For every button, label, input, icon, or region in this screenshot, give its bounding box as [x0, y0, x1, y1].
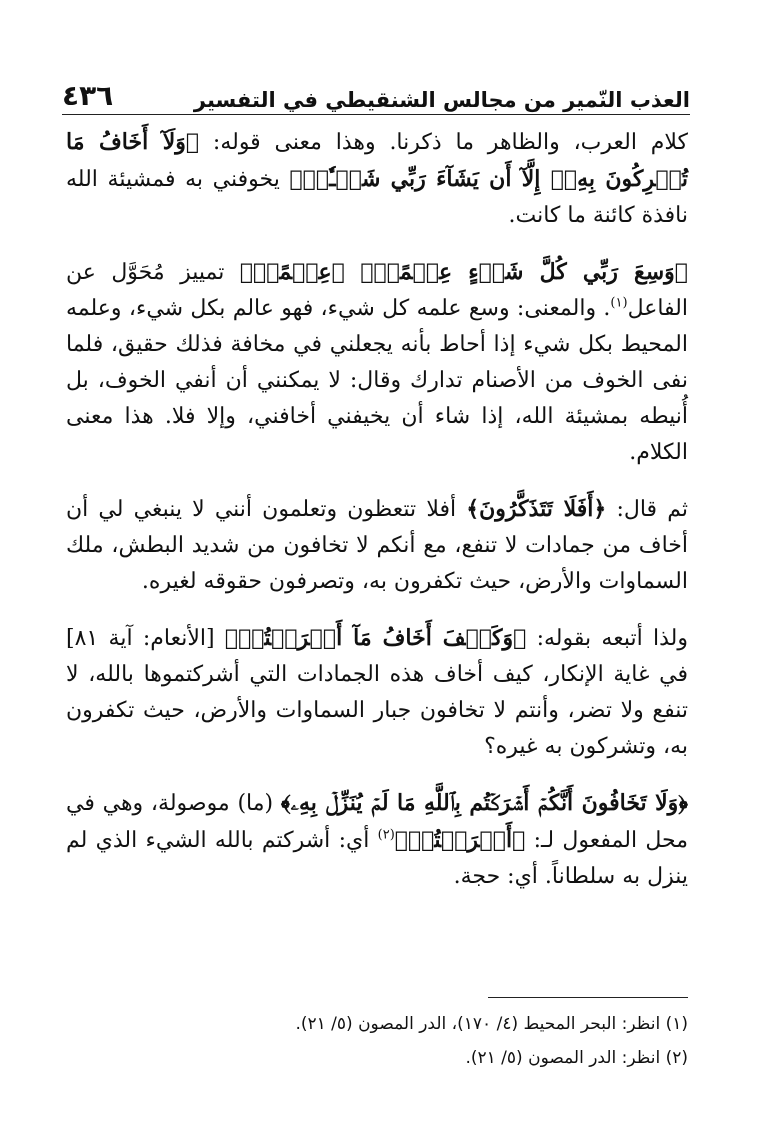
quran-quote: ﴿أَشۡرَكۡتُمۡ﴾	[394, 827, 526, 853]
text-run: يخوفني به فمشيئة الله نافذة كائنة ما كانت.	[66, 167, 688, 228]
text-run: [الأنعام: آية ٨١] في غاية الإنكار، كيف أخاف هذه الجمادات التي أشركتموها بالله، لا تنفع ولا تضر، وأنتم لا تخافون جبار السماوات والأرض، حيث تكفرون به، وتشركون به غيره؟	[66, 626, 688, 759]
paragraph	[66, 124, 688, 234]
text-run: أي: أشركتم بالله الشيء الذي لم ينزل به سلطاناً. أي: حجة.	[66, 828, 688, 889]
running-title: العذب النّمير من مجالس الشنقيطي في التفسير	[193, 88, 690, 112]
quran-quote: ﴿وَلَا تَخَافُونَ أَنَّكُمۡ أَشۡرَكۡتُم بِٱللَّهِ مَا لَمۡ يُنَزِّلۡ بِهِۦ﴾	[280, 790, 688, 816]
quran-quote: ﴿عِلۡمًاۚ﴾	[239, 259, 345, 285]
page-number: ٤٣٦	[62, 79, 114, 112]
quran-quote: ﴿أَفَلَا تَتَذَكَّرُونَ﴾	[466, 496, 607, 522]
text-run: ولذا أتبعه بقوله:	[526, 626, 689, 651]
footnotes	[66, 1010, 688, 1078]
paragraph	[66, 785, 688, 895]
main-text	[66, 124, 688, 909]
footnote-ref: (١)	[610, 295, 628, 311]
text-run: تمييز مُحَوَّل عن الفاعل	[66, 260, 688, 321]
running-header	[62, 72, 690, 112]
text-run: . والمعنى: وسع علمه كل شيء، فهو عالم بكل شيء، وعلمه المحيط بكل شيء إذا أحاط بأنه يجعلني في مخافة فذلك حقيق، فلما نفى الخوف من الأصنام تدارك وقال: لا يمكنني أن أنفي الخوف، بل أُنيطه بمشيئة الله، إذا شاء أن يخيفني أخافني، وإلا فلا. هذا معنى الكلام.	[66, 296, 688, 465]
footnote: (١) انظر: البحر المحيط (٤/ ١٧٠)، الدر المصون (٥/ ٢١).	[295, 1014, 688, 1034]
text-run: ثم قال:	[606, 497, 688, 522]
paragraph	[66, 491, 688, 600]
text-run: (ما) موصولة، وهي في محل المفعول لـ:	[66, 791, 688, 853]
quran-quote: ﴿وَسِعَ رَبِّي كُلَّ شَيۡءٍ عِلۡمًاۚ﴾	[360, 259, 688, 285]
footnote: (٢) انظر: الدر المصون (٥/ ٢١).	[465, 1048, 688, 1068]
footnote-rule	[488, 997, 688, 998]
quran-quote: ﴿وَلَآ أَخَافُ مَا تُشۡرِكُونَ بِهِۦٓ إِلَّآ أَن يَشَآءَ رَبِّي شَيۡـٔٗاۚ﴾	[66, 129, 688, 192]
text-run: كلام العرب، والظاهر ما ذكرنا. وهذا معنى قوله:	[199, 130, 688, 155]
paragraph	[66, 254, 688, 471]
header-rule	[62, 114, 690, 115]
footnote-ref: (٢)	[377, 827, 395, 843]
text-run: أفلا تتعظون وتعلمون أنني لا ينبغي لي أن أخاف من جمادات لا تنفع، مع أنكم لا تخافون من شديد البطش، ملك السماوات والأرض، حيث تكفرون به، وتصرفون حقوقه لغيره.	[66, 497, 688, 594]
text-run	[345, 260, 360, 285]
paragraph	[66, 620, 688, 765]
quran-quote: ﴿وَكَيۡفَ أَخَافُ مَآ أَشۡرَكۡتُمۡ﴾	[224, 625, 527, 651]
